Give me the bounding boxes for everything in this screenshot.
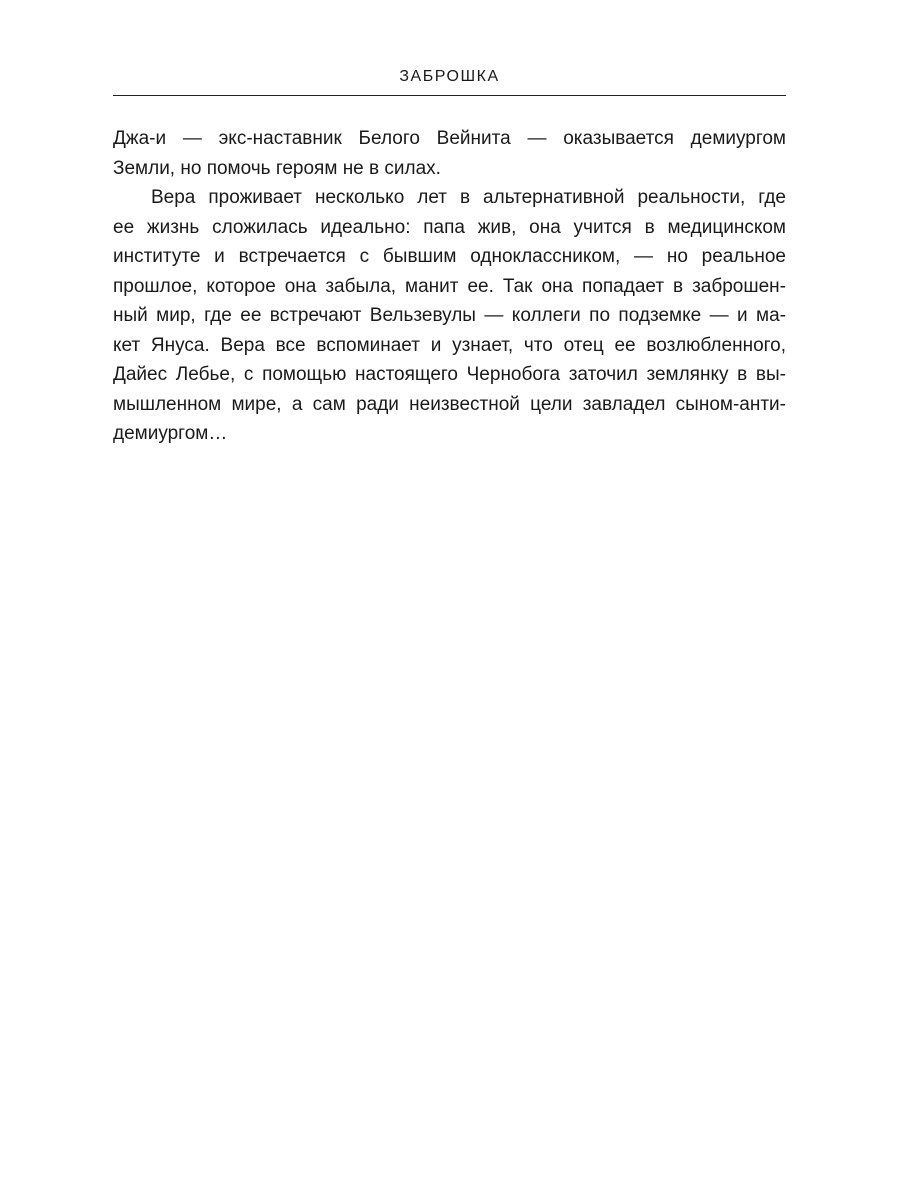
text-line: ее жизнь сложилась идеально: папа жив, она учится в медицинском <box>113 216 786 238</box>
text-line: демиургом… <box>113 423 228 444</box>
text-line: ный мир, где ее встречают Вельзевулы — коллеги по подземке — и ма- <box>113 305 786 326</box>
text-line: мышленном мире, а сам ради неизвестной цели завладел сыном-анти- <box>113 393 786 415</box>
running-title: ЗАБРОШКА <box>399 68 500 85</box>
text-line: институте и встречается с бывшим одноклассником, — но реальное <box>113 246 786 267</box>
text-line: прошлое, которое она забыла, манит ее. Так она попадает в заброшен- <box>113 275 786 297</box>
header-rule <box>113 95 786 96</box>
paragraph-1 <box>113 124 786 183</box>
paragraph-2 <box>113 183 786 449</box>
book-page <box>113 0 786 1200</box>
body-text <box>113 124 786 449</box>
text-line: Вера проживает несколько лет в альтернативной реальности, где <box>151 187 786 208</box>
text-line: кет Януса. Вера все вспоминает и узнает, что отец ее возлюбленного, <box>113 334 786 356</box>
text-line: Дайес Лебье, с помощью настоящего Чернобога заточил землянку в вы- <box>113 364 786 385</box>
text-line: Земли, но помочь героям не в силах. <box>113 157 441 179</box>
text-line: Джа-и — экс-наставник Белого Вейнита — оказывается демиургом <box>113 128 786 149</box>
